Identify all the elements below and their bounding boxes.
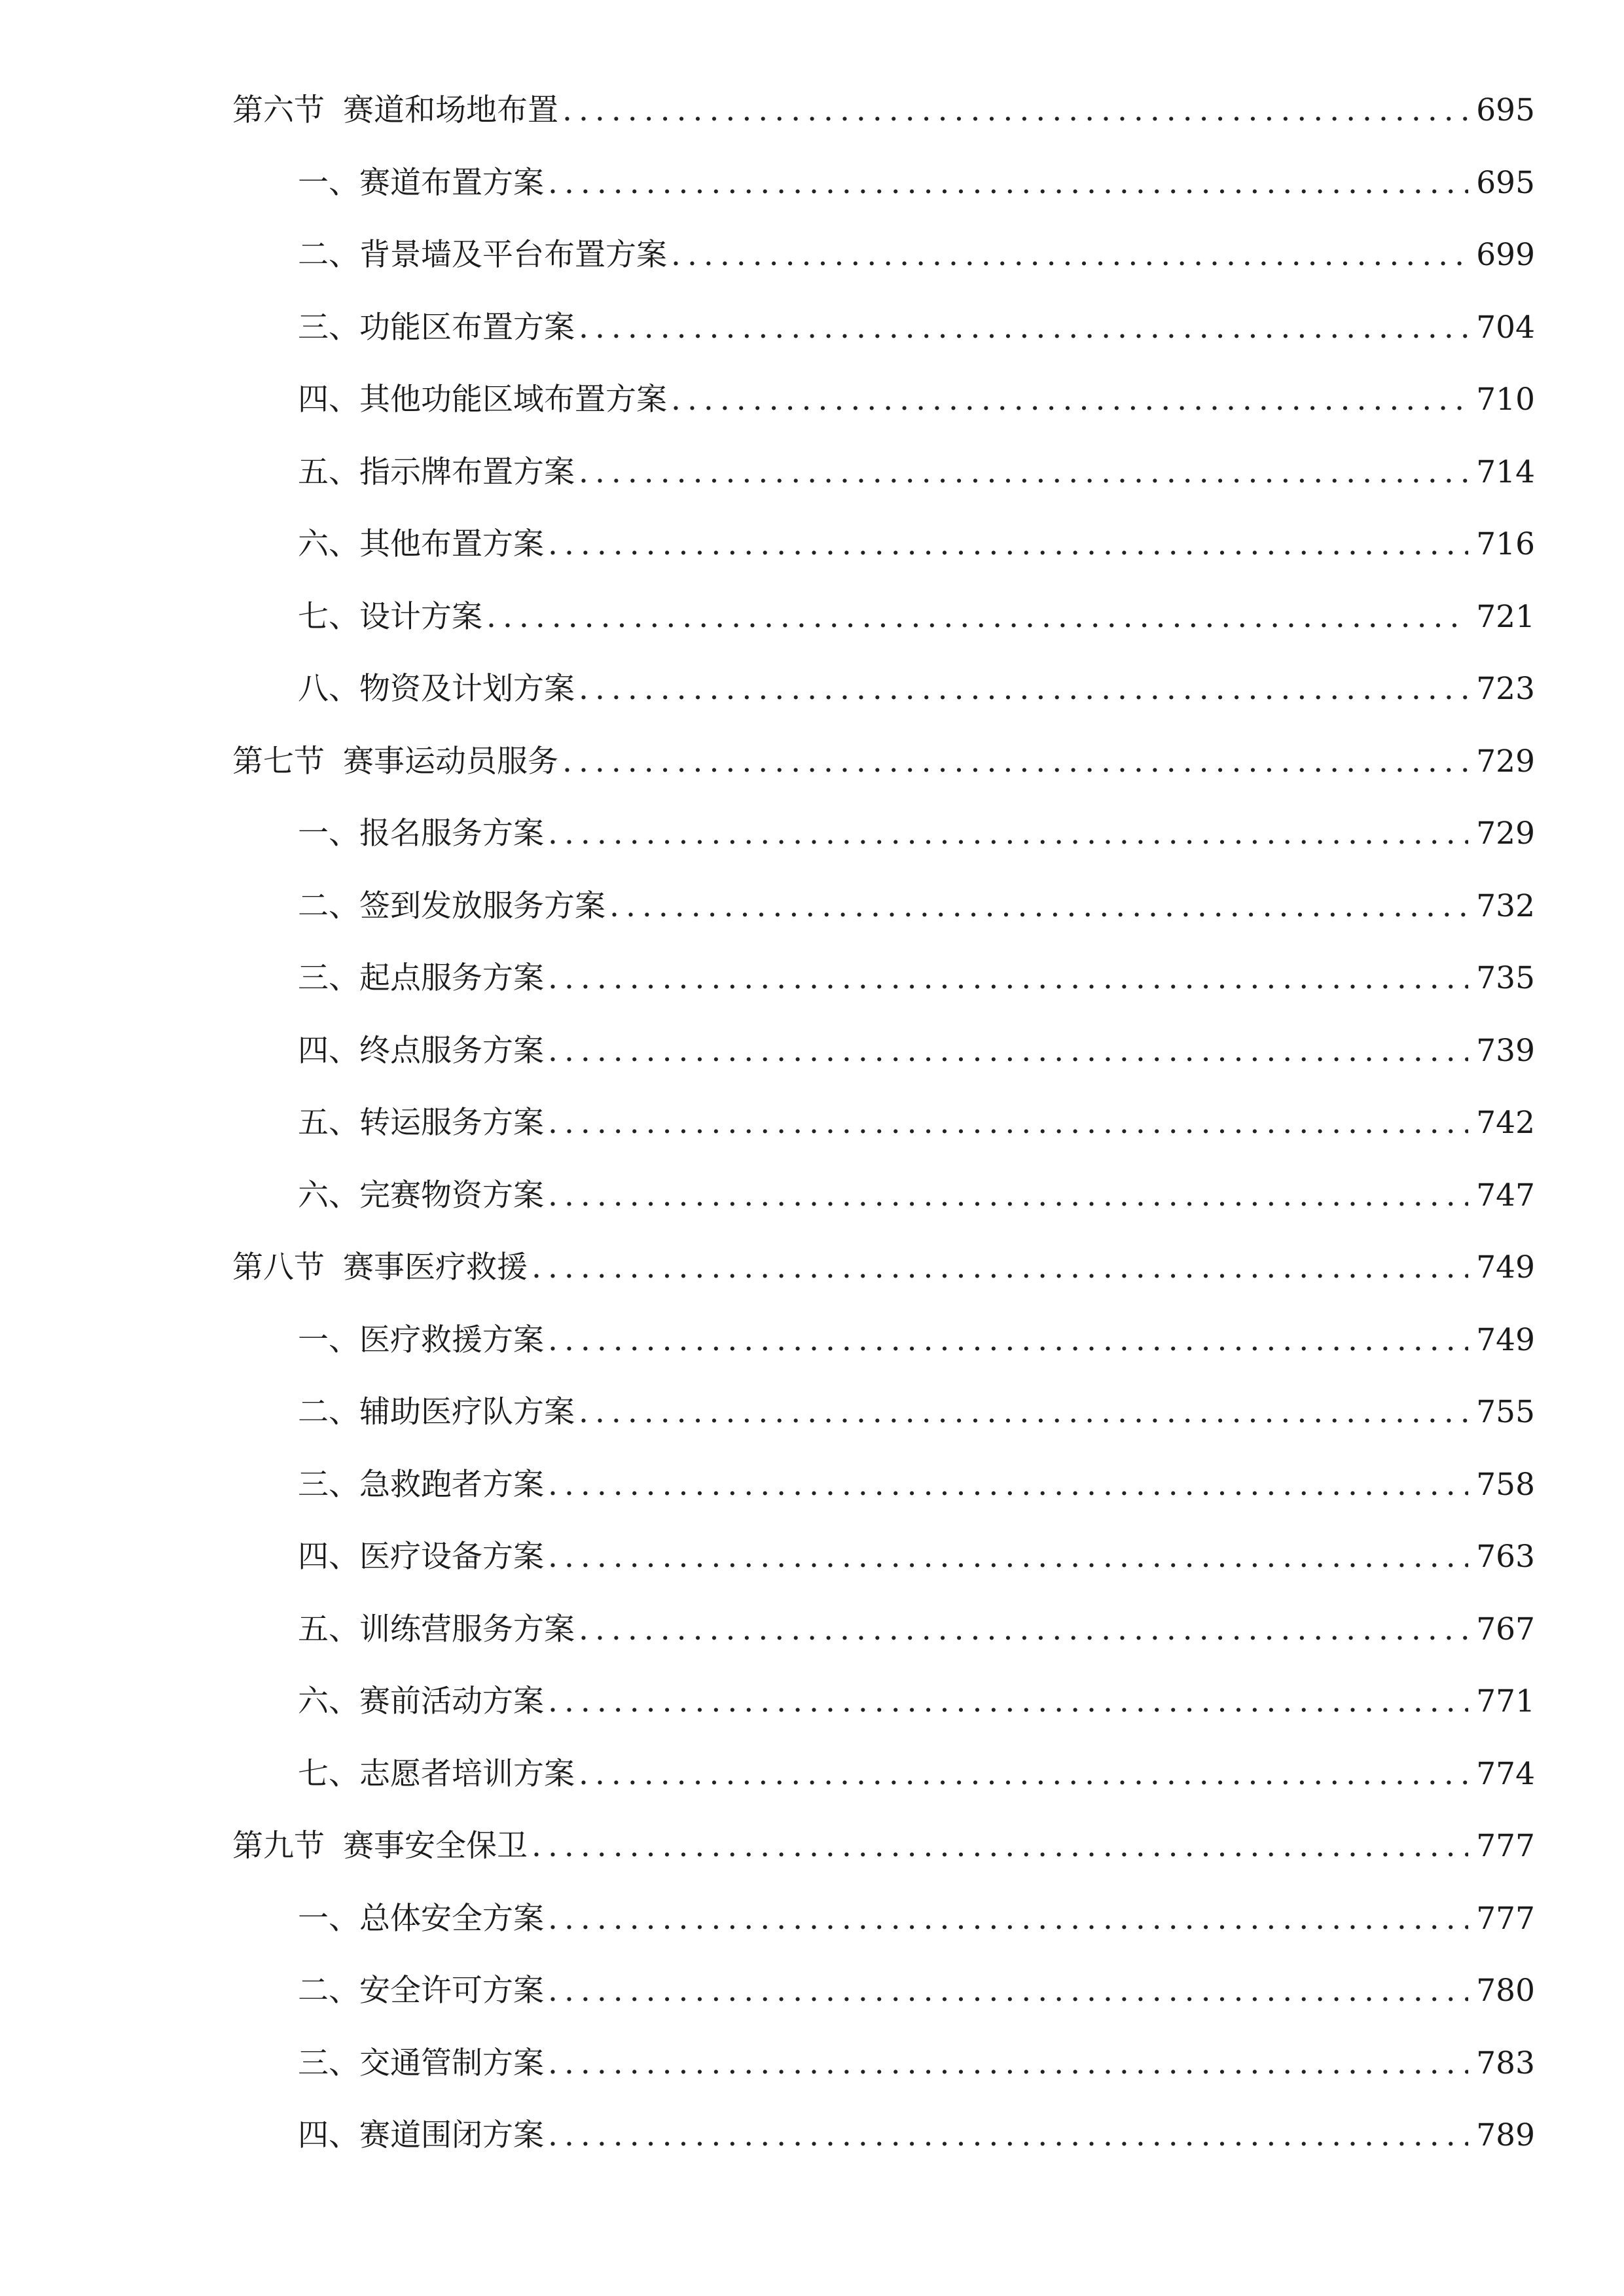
toc-entry-number: 一、 <box>298 164 359 201</box>
toc-entry-number: 四、 <box>298 1032 359 1069</box>
toc-entry-number: 一、 <box>298 816 359 852</box>
toc-entry-title: 辅助医疗队方案 <box>359 1394 575 1430</box>
toc-dot-leader <box>548 2048 1468 2079</box>
toc-subsection-entry[interactable] <box>232 309 1535 385</box>
toc-page-number: 699 <box>1476 237 1535 273</box>
toc-dot-leader <box>671 384 1468 415</box>
toc-dot-leader <box>548 1035 1468 1066</box>
toc-page-number: 742 <box>1476 1105 1535 1141</box>
toc-entry-number: 一、 <box>298 1900 359 1937</box>
toc-entry-title: 赛事医疗救援 <box>343 1249 528 1285</box>
toc-page-number: 777 <box>1476 1900 1535 1937</box>
toc-subsection-entry[interactable] <box>232 164 1535 240</box>
toc-subsection-entry[interactable] <box>232 673 1535 746</box>
toc-entry-number: 四、 <box>298 382 359 418</box>
toc-dot-leader <box>562 746 1468 777</box>
toc-subsection-entry[interactable] <box>232 2117 1535 2193</box>
toc-page-number: 749 <box>1476 1249 1535 1285</box>
toc-subsection-entry[interactable] <box>232 1394 1535 1469</box>
toc-entry-title: 报名服务方案 <box>359 816 544 852</box>
toc-dot-leader <box>579 312 1468 343</box>
toc-entry-title: 医疗救援方案 <box>359 1321 544 1358</box>
toc-dot-leader <box>548 1180 1468 1211</box>
toc-page-number: 780 <box>1476 1973 1535 2009</box>
toc-dot-leader <box>486 601 1468 632</box>
toc-dot-leader <box>548 1903 1468 1934</box>
toc-entry-number: 第八节 <box>232 1249 325 1285</box>
toc-entry-title: 交通管制方案 <box>359 2045 544 2081</box>
toc-subsection-entry[interactable] <box>232 818 1535 891</box>
toc-dot-leader <box>579 1614 1468 1645</box>
toc-dot-leader <box>609 891 1468 922</box>
toc-entry-title: 赛道布置方案 <box>359 164 544 201</box>
toc-entry-title: 背景墙及平台布置方案 <box>359 237 667 273</box>
toc-subsection-entry[interactable] <box>232 526 1535 601</box>
toc-subsection-entry[interactable] <box>232 598 1535 674</box>
toc-entry-number: 二、 <box>298 237 359 273</box>
toc-entry-title: 总体安全方案 <box>359 1900 544 1937</box>
toc-section-entry[interactable] <box>232 1249 1535 1325</box>
toc-dot-leader <box>548 2120 1468 2151</box>
toc-section-entry[interactable] <box>232 1828 1535 1903</box>
toc-subsection-entry[interactable] <box>232 1683 1535 1759</box>
toc-subsection-entry[interactable] <box>232 384 1535 457</box>
toc-subsection-entry[interactable] <box>232 1321 1535 1397</box>
toc-section-entry[interactable] <box>232 743 1535 819</box>
toc-dot-leader <box>548 168 1468 198</box>
toc-dot-leader <box>548 1686 1468 1717</box>
toc-entry-number: 二、 <box>298 1394 359 1430</box>
toc-entry-title: 赛道围闭方案 <box>359 2117 544 2153</box>
toc-page-number: 755 <box>1476 1394 1535 1430</box>
toc-page-number: 789 <box>1476 2117 1535 2153</box>
toc-entry-title: 终点服务方案 <box>359 1032 544 1069</box>
toc-page-number: 735 <box>1476 960 1535 996</box>
toc-page-number: 704 <box>1476 309 1535 346</box>
toc-entry-number: 第九节 <box>232 1828 325 1864</box>
toc-entry-number: 第七节 <box>232 743 325 780</box>
toc-dot-leader <box>548 529 1468 560</box>
toc-entry-title: 志愿者培训方案 <box>359 1755 575 1792</box>
toc-entry-title: 物资及计划方案 <box>359 671 575 707</box>
toc-page-number: 729 <box>1476 743 1535 780</box>
toc-entry-title: 赛事运动员服务 <box>343 743 558 780</box>
toc-section-entry[interactable] <box>232 92 1535 168</box>
toc-dot-leader <box>548 963 1468 994</box>
toc-dot-leader <box>562 95 1468 126</box>
toc-subsection-entry[interactable] <box>232 1177 1535 1253</box>
toc-page-number: 695 <box>1476 164 1535 201</box>
toc-page-number: 716 <box>1476 526 1535 562</box>
toc-entry-number: 三、 <box>298 2045 359 2081</box>
toc-page-number: 777 <box>1476 1828 1535 1864</box>
toc-subsection-entry[interactable] <box>232 888 1535 963</box>
toc-entry-number: 三、 <box>298 1466 359 1503</box>
toc-page-number: 723 <box>1476 671 1535 707</box>
toc-page-number: 739 <box>1476 1032 1535 1069</box>
toc-entry-number: 六、 <box>298 1683 359 1719</box>
toc-page-number: 714 <box>1476 454 1535 490</box>
toc-subsection-entry[interactable] <box>232 454 1535 529</box>
toc-entry-title: 训练营服务方案 <box>359 1611 575 1647</box>
toc-entry-number: 八、 <box>298 671 359 707</box>
toc-entry-title: 指示牌布置方案 <box>359 454 575 490</box>
toc-page-number: 763 <box>1476 1539 1535 1575</box>
toc-page-number: 695 <box>1476 92 1535 128</box>
toc-entry-number: 三、 <box>298 309 359 346</box>
toc-subsection-entry[interactable] <box>232 1466 1535 1542</box>
toc-entry-title: 功能区布置方案 <box>359 309 575 346</box>
toc-dot-leader <box>548 1541 1468 1572</box>
toc-dot-leader <box>579 1397 1468 1427</box>
toc-entry-number: 五、 <box>298 454 359 490</box>
toc-subsection-entry[interactable] <box>232 1611 1535 1687</box>
toc-dot-leader <box>579 1759 1468 1789</box>
toc-entry-title: 转运服务方案 <box>359 1105 544 1141</box>
toc-page-number: 758 <box>1476 1466 1535 1503</box>
toc-dot-leader <box>579 673 1468 704</box>
toc-dot-leader <box>548 1469 1468 1500</box>
toc-entry-number: 一、 <box>298 1321 359 1358</box>
toc-page-number: 710 <box>1476 382 1535 418</box>
toc-page-number: 732 <box>1476 888 1535 924</box>
toc-subsection-entry[interactable] <box>232 960 1535 1035</box>
toc-entry-title: 设计方案 <box>359 598 482 635</box>
toc-page-number: 771 <box>1476 1683 1535 1719</box>
toc-page-number: 783 <box>1476 2045 1535 2081</box>
toc-entry-number: 二、 <box>298 1973 359 2009</box>
toc-page-number: 767 <box>1476 1611 1535 1647</box>
toc-entry-title: 其他布置方案 <box>359 526 544 562</box>
toc-page-number: 774 <box>1476 1755 1535 1792</box>
toc-subsection-entry[interactable] <box>232 1107 1535 1180</box>
toc-entry-title: 签到发放服务方案 <box>359 888 605 924</box>
toc-entry-number: 四、 <box>298 1539 359 1575</box>
toc-entry-title: 安全许可方案 <box>359 1973 544 2009</box>
toc-subsection-entry[interactable] <box>232 1975 1535 2048</box>
toc-dot-leader <box>548 1975 1468 2006</box>
toc-dot-leader <box>532 1831 1468 1861</box>
toc-entry-number: 四、 <box>298 2117 359 2153</box>
toc-page-number: 721 <box>1476 598 1535 635</box>
toc-entry-number: 六、 <box>298 526 359 562</box>
toc-subsection-entry[interactable] <box>232 1541 1535 1614</box>
toc-subsection-entry[interactable] <box>232 1032 1535 1108</box>
toc-entry-title: 赛道和场地布置 <box>343 92 558 128</box>
toc-dot-leader <box>532 1252 1468 1283</box>
toc-dot-leader <box>548 818 1468 849</box>
toc-entry-title: 完赛物资方案 <box>359 1177 544 1213</box>
toc-entry-number: 七、 <box>298 1755 359 1792</box>
toc-dot-leader <box>548 1107 1468 1138</box>
toc-subsection-entry[interactable] <box>232 1900 1535 1976</box>
toc-subsection-entry[interactable] <box>232 1755 1535 1831</box>
toc-entry-title: 其他功能区域布置方案 <box>359 382 667 418</box>
toc-entry-number: 六、 <box>298 1177 359 1213</box>
toc-subsection-entry[interactable] <box>232 237 1535 312</box>
toc-entry-title: 赛事安全保卫 <box>343 1828 528 1864</box>
toc-subsection-entry[interactable] <box>232 2045 1535 2121</box>
toc-entry-title: 起点服务方案 <box>359 960 544 996</box>
toc-entry-number: 五、 <box>298 1611 359 1647</box>
toc-entry-number: 三、 <box>298 960 359 996</box>
toc-page-number: 749 <box>1476 1321 1535 1358</box>
toc-dot-leader <box>548 1325 1468 1355</box>
toc-entry-number: 二、 <box>298 888 359 924</box>
toc-entry-number: 第六节 <box>232 92 325 128</box>
toc-entry-number: 七、 <box>298 598 359 635</box>
toc-page-number: 747 <box>1476 1177 1535 1213</box>
toc-entry-title: 急救跑者方案 <box>359 1466 544 1503</box>
toc-dot-leader <box>579 457 1468 488</box>
toc-dot-leader <box>671 240 1468 270</box>
toc-page-number: 729 <box>1476 816 1535 852</box>
toc-entry-title: 赛前活动方案 <box>359 1683 544 1719</box>
table-of-contents <box>232 92 1535 2193</box>
toc-entry-title: 医疗设备方案 <box>359 1539 544 1575</box>
toc-entry-number: 五、 <box>298 1105 359 1141</box>
